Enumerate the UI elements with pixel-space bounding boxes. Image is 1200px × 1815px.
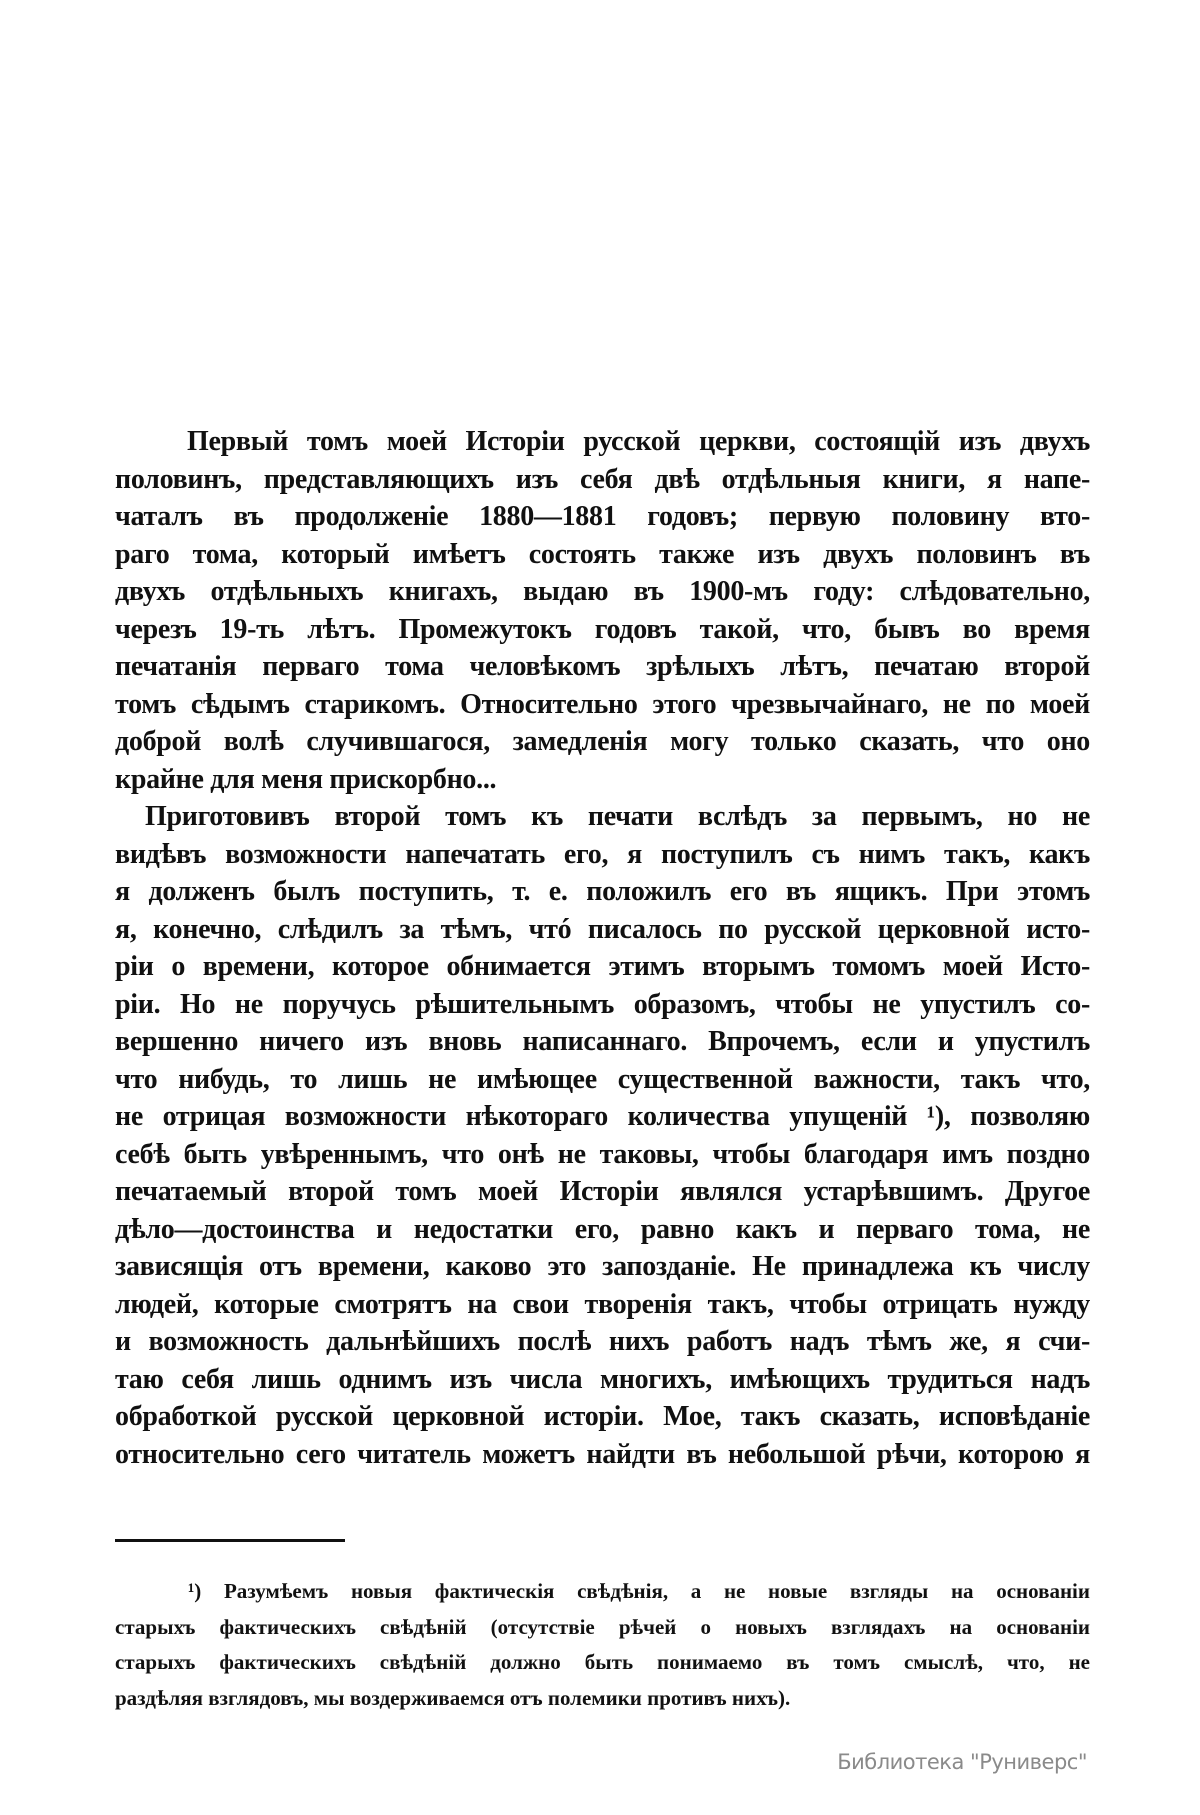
text-line: двухъ отдѣльныхъ книгахъ, выдаю въ 1900-мъ году: слѣдовательно,	[115, 576, 1090, 607]
text-line: Первый томъ моей Исторіи русской церкви, состоящій изъ двухъ	[187, 426, 1090, 457]
footnote-line: старыхъ фактическихъ свѣдѣній должно быть понимаемо въ томъ смыслѣ, что, не	[115, 1650, 1090, 1674]
main-text	[115, 423, 1090, 1473]
text-line: ріи о времени, которое обнимается этимъ вторымъ томомъ моей Исто-	[115, 951, 1090, 982]
text-line: ріи. Но не поручусь рѣшительнымъ образомъ, чтобы не упустилъ со-	[115, 988, 1090, 1020]
footnote	[115, 1574, 1090, 1716]
text-line: не отрицая возможности нѣкотораго количества упущеній ¹), позволяю	[115, 1101, 1090, 1132]
text-line: я долженъ былъ поступить, т. е. положилъ его въ ящикъ. При этомъ	[115, 876, 1090, 907]
footnote-line: ¹) Разумѣемъ новыя фактическія свѣдѣнія, а не новые взгляды на основаніи	[188, 1579, 1090, 1603]
text-line: печатанія перваго тома человѣкомъ зрѣлыхъ лѣтъ, печатаю второй	[115, 651, 1090, 682]
footnote-line: раздѣляя взглядовъ, мы воздерживаемся отъ полемики противъ нихъ).	[115, 1685, 791, 1710]
text-line: обработкой русской церковной исторіи. Мое, такъ сказать, исповѣданіе	[115, 1401, 1090, 1432]
text-line: людей, которые смотрятъ на свои творенія такъ, чтобы отрицать нужду	[115, 1288, 1090, 1320]
text-line: себѣ быть увѣреннымъ, что онѣ не таковы, чтобы благодаря имъ поздно	[115, 1138, 1090, 1170]
text-line: крайне для меня прискорбно...	[115, 763, 497, 795]
text-line: зависящія отъ времени, каково это запозданіе. Не принадлежа къ числу	[115, 1251, 1090, 1282]
text-line: чаталъ въ продолженіе 1880—1881 годовъ; первую половину вто-	[115, 501, 1090, 532]
text-line: я, конечно, слѣдилъ за тѣмъ, чтó писалось по русской церковной исто-	[115, 913, 1090, 945]
text-line: Приготовивъ второй томъ къ печати вслѣдъ за первымъ, но не	[145, 801, 1090, 832]
text-line: печатаемый второй томъ моей Исторіи являлся устарѣвшимъ. Другое	[115, 1176, 1090, 1207]
text-line: что нибудь, то лишь не имѣющее существенной важности, такъ что,	[115, 1063, 1090, 1095]
library-watermark: Библиотека "Руниверс"	[837, 1750, 1087, 1774]
text-line: и возможность дальнѣйшихъ послѣ нихъ работъ надъ тѣмъ же, я счи-	[115, 1326, 1090, 1357]
text-line: таю себя лишь однимъ изъ числа многихъ, имѣющихъ трудиться надъ	[115, 1363, 1090, 1395]
text-line: видѣвъ возможности напечатать его, я поступилъ съ нимъ такъ, какъ	[115, 838, 1090, 870]
text-line: дѣло—достоинства и недостатки его, равно какъ и перваго тома, не	[115, 1213, 1090, 1245]
text-line: вершенно ничего изъ вновь написаннаго. Впрочемъ, если и упустилъ	[115, 1026, 1090, 1057]
text-line: раго тома, который имѣетъ состоять также изъ двухъ половинъ въ	[115, 538, 1090, 570]
text-line: черезъ 19-ть лѣтъ. Промежутокъ годовъ такой, что, бывъ во время	[115, 613, 1090, 645]
text-line: относительно сего читатель можетъ найдти въ небольшой рѣчи, которою я	[115, 1438, 1090, 1470]
footnote-divider	[115, 1539, 345, 1542]
text-line: половинъ, представляющихъ изъ себя двѣ отдѣльныя книги, я напе-	[115, 463, 1090, 495]
text-line: томъ сѣдымъ старикомъ. Относительно этого чрезвычайнаго, не по моей	[115, 688, 1090, 720]
footnote-line: старыхъ фактическихъ свѣдѣній (отсутствіе рѣчей о новыхъ взглядахъ на основаніи	[115, 1614, 1090, 1639]
text-line: доброй волѣ случившагося, замедленія могу только сказать, что оно	[115, 726, 1090, 757]
